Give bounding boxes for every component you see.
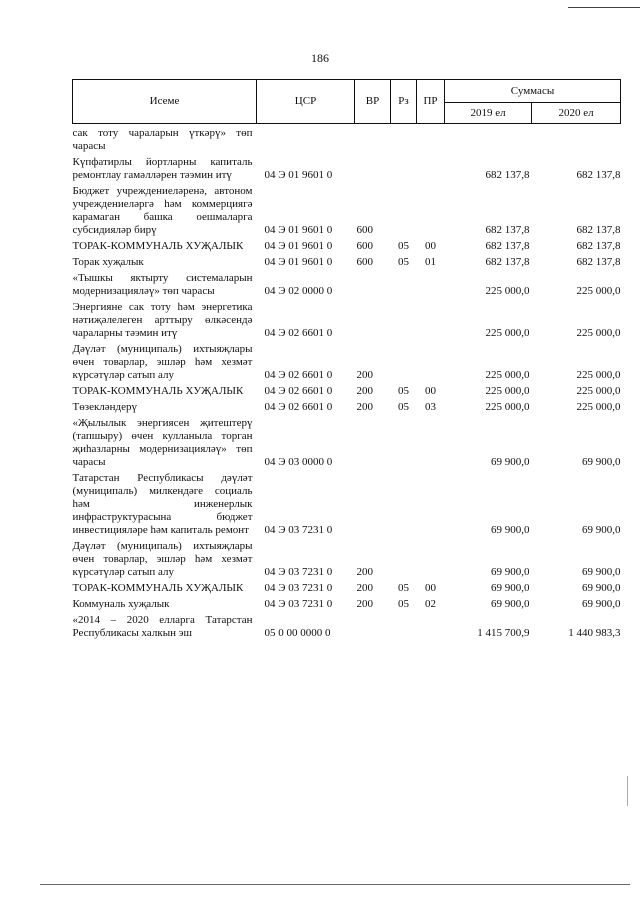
- row-csr-cell: 04 Э 03 7231 0: [264, 582, 333, 594]
- row-csr-cell: 05 0 00 0000 0: [264, 627, 331, 639]
- table-row: [73, 414, 621, 469]
- row-vr-cell: [355, 611, 391, 640]
- row-rz-cell: [391, 269, 417, 298]
- table-row: [73, 579, 621, 595]
- row-csr-cell: [257, 124, 355, 154]
- row-csr-cell: 04 Э 01 9601 0: [264, 169, 333, 181]
- row-pr-cell: 02: [425, 598, 436, 610]
- row-sum-2020-cell: 682 137,8: [576, 240, 621, 252]
- table-row: [73, 298, 621, 340]
- row-sum-2020-cell: [532, 124, 621, 154]
- budget-table: [72, 79, 621, 640]
- row-sum-2020-cell: 682 137,8: [576, 169, 621, 181]
- row-csr-cell: 04 Э 03 0000 0: [264, 456, 333, 468]
- row-csr-cell: 04 Э 02 6601 0: [264, 369, 333, 381]
- row-sum-2019-cell: 69 900,0: [491, 598, 530, 610]
- row-csr-cell: 04 Э 03 7231 0: [264, 566, 333, 578]
- row-rz-cell: [391, 469, 417, 537]
- table-header: [73, 80, 621, 124]
- row-sum-2019-cell: 225 000,0: [485, 401, 530, 413]
- row-rz-cell: 05: [398, 385, 409, 397]
- row-vr-cell: [355, 269, 391, 298]
- row-name-cell: Дәүләт (муниципаль) ихтыяҗлары өчен товарлар, эшләр һәм хезмәт күрсәтүләр сатып алу: [72, 343, 253, 381]
- row-pr-cell: [417, 182, 445, 237]
- row-sum-2020-cell: 69 900,0: [582, 566, 621, 578]
- row-pr-cell: 01: [425, 256, 436, 268]
- row-name-cell: Күпфатирлы йортларны капиталь ремонтлау гамәлләрен тәэмин итү: [72, 156, 253, 181]
- row-sum-2020-cell: 682 137,8: [576, 224, 621, 236]
- row-name-cell: ТОРАК-КОММУНАЛЬ ХУҖАЛЫК: [72, 582, 244, 594]
- row-vr-cell: [355, 414, 391, 469]
- row-vr-cell: 200: [356, 582, 373, 594]
- row-sum-2019-cell: 225 000,0: [485, 385, 530, 397]
- row-pr-cell: [417, 469, 445, 537]
- row-name-cell: Бюджет учреждениеләренә, автоном учреждениеләргә һәм коммерциягә карамаган башка оешмаларга субсидияләр бирү: [72, 185, 253, 236]
- row-rz-cell: 05: [398, 240, 409, 252]
- row-csr-cell: 04 Э 01 9601 0: [264, 224, 333, 236]
- row-rz-cell: 05: [398, 256, 409, 268]
- row-sum-2019-cell: 69 900,0: [491, 566, 530, 578]
- row-name-cell: Торак хуҗалык: [72, 256, 144, 268]
- table-row: [73, 340, 621, 382]
- header-year-2019: 2019 ел: [445, 103, 532, 124]
- row-vr-cell: 200: [356, 401, 373, 413]
- row-csr-cell: 04 Э 02 0000 0: [264, 285, 333, 297]
- row-vr-cell: [355, 469, 391, 537]
- row-sum-2020-cell: 1 440 983,3: [568, 627, 621, 639]
- row-name-cell: Дәүләт (муниципаль) ихтыяҗлары өчен товарлар, эшләр һәм хезмәт күрсәтүләр сатып алу: [72, 540, 253, 578]
- row-rz-cell: [391, 537, 417, 579]
- row-sum-2019-cell: 225 000,0: [485, 369, 530, 381]
- row-rz-cell: [391, 298, 417, 340]
- row-csr-cell: 04 Э 03 7231 0: [264, 598, 333, 610]
- row-vr-cell: 200: [356, 369, 373, 381]
- header-sums: Суммасы: [445, 80, 621, 103]
- row-sum-2019-cell: 69 900,0: [491, 524, 530, 536]
- row-sum-2019-cell: 682 137,8: [485, 224, 530, 236]
- row-sum-2020-cell: 682 137,8: [576, 256, 621, 268]
- row-rz-cell: [391, 124, 417, 154]
- row-vr-cell: [355, 124, 391, 154]
- row-sum-2020-cell: 69 900,0: [582, 582, 621, 594]
- row-vr-cell: 200: [356, 598, 373, 610]
- row-sum-2019-cell: 682 137,8: [485, 256, 530, 268]
- row-csr-cell: 04 Э 03 7231 0: [264, 524, 333, 536]
- bottom-edge-rule: [40, 884, 630, 885]
- row-csr-cell: 04 Э 01 9601 0: [264, 240, 333, 252]
- row-sum-2019-cell: 225 000,0: [485, 327, 530, 339]
- table-row: [73, 269, 621, 298]
- table-row: [73, 611, 621, 640]
- row-vr-cell: 200: [356, 566, 373, 578]
- row-sum-2019-cell: 682 137,8: [485, 169, 530, 181]
- row-vr-cell: [355, 298, 391, 340]
- row-vr-cell: 600: [356, 256, 373, 268]
- row-name-cell: сак тоту чараларын үткәрү» төп чарасы: [72, 127, 253, 152]
- row-sum-2020-cell: 225 000,0: [576, 385, 621, 397]
- table-row: [73, 182, 621, 237]
- table-row: [73, 595, 621, 611]
- header-csr: ЦСР: [257, 80, 355, 124]
- row-name-cell: Татарстан Республикасы дәүләт (муниципаль) милкендәге социаль һәм инженерлык инфраструктурасына бюджет инвестицияләре һәм капиталь ремонт: [72, 472, 253, 536]
- row-pr-cell: 03: [425, 401, 436, 413]
- scan-side-mark: [627, 776, 628, 806]
- row-sum-2020-cell: 69 900,0: [582, 456, 621, 468]
- table-row: [73, 382, 621, 398]
- table-row: [73, 237, 621, 253]
- row-rz-cell: [391, 611, 417, 640]
- row-rz-cell: 05: [398, 401, 409, 413]
- table-row: [73, 398, 621, 414]
- header-vr: ВР: [355, 80, 391, 124]
- row-pr-cell: [417, 414, 445, 469]
- row-pr-cell: 00: [425, 240, 436, 252]
- row-vr-cell: 200: [356, 385, 373, 397]
- row-vr-cell: [355, 153, 391, 182]
- row-rz-cell: [391, 414, 417, 469]
- row-pr-cell: [417, 537, 445, 579]
- row-sum-2019-cell: 225 000,0: [485, 285, 530, 297]
- row-name-cell: «Тышкы яктырту системаларын модернизацияләү» төп чарасы: [72, 272, 253, 297]
- table-body: [73, 124, 621, 641]
- row-pr-cell: [417, 124, 445, 154]
- row-pr-cell: [417, 298, 445, 340]
- row-name-cell: ТОРАК-КОММУНАЛЬ ХУҖАЛЫК: [72, 385, 244, 397]
- row-rz-cell: 05: [398, 582, 409, 594]
- row-rz-cell: [391, 340, 417, 382]
- table-row: [73, 153, 621, 182]
- row-csr-cell: 04 Э 01 9601 0: [264, 256, 333, 268]
- row-sum-2020-cell: 69 900,0: [582, 598, 621, 610]
- row-sum-2020-cell: 225 000,0: [576, 401, 621, 413]
- row-csr-cell: 04 Э 02 6601 0: [264, 401, 333, 413]
- row-sum-2019-cell: 69 900,0: [491, 456, 530, 468]
- table-row: [73, 537, 621, 579]
- top-edge-rule: [568, 7, 640, 8]
- row-name-cell: «Җылылык энергиясен җитештерү (тапшыру) өчен кулланыла торган җиһазларны модернизацияләү» төп чарасы: [72, 417, 253, 468]
- row-vr-cell: 600: [356, 240, 373, 252]
- row-name-cell: Төзекләндерү: [72, 401, 138, 413]
- row-sum-2019-cell: [445, 124, 532, 154]
- header-rz: Рз: [391, 80, 417, 124]
- table-row: [73, 469, 621, 537]
- row-sum-2019-cell: 1 415 700,9: [477, 627, 530, 639]
- row-sum-2020-cell: 69 900,0: [582, 524, 621, 536]
- row-csr-cell: 04 Э 02 6601 0: [264, 327, 333, 339]
- row-pr-cell: 00: [425, 385, 436, 397]
- table-row: [73, 253, 621, 269]
- header-name: Исеме: [73, 80, 257, 124]
- header-year-2020: 2020 ел: [532, 103, 621, 124]
- row-name-cell: Энергияне сак тоту һәм энергетика нәтиҗәлелеген арттыру өлкәсендә чараларны тәэмин итү: [72, 301, 253, 339]
- row-rz-cell: [391, 182, 417, 237]
- table-row: [73, 124, 621, 154]
- row-pr-cell: [417, 340, 445, 382]
- row-name-cell: ТОРАК-КОММУНАЛЬ ХУҖАЛЫК: [72, 240, 244, 252]
- row-sum-2019-cell: 69 900,0: [491, 582, 530, 594]
- row-rz-cell: [391, 153, 417, 182]
- page-number: 186: [311, 51, 329, 65]
- row-sum-2020-cell: 225 000,0: [576, 369, 621, 381]
- row-pr-cell: [417, 153, 445, 182]
- row-name-cell: Коммуналь хуҗалык: [72, 598, 170, 610]
- row-sum-2019-cell: 682 137,8: [485, 240, 530, 252]
- row-name-cell: «2014 – 2020 елларга Татарстан Республикасы халкын эш: [72, 614, 253, 639]
- row-pr-cell: [417, 611, 445, 640]
- row-pr-cell: [417, 269, 445, 298]
- row-pr-cell: 00: [425, 582, 436, 594]
- row-csr-cell: 04 Э 02 6601 0: [264, 385, 333, 397]
- row-sum-2020-cell: 225 000,0: [576, 285, 621, 297]
- row-sum-2020-cell: 225 000,0: [576, 327, 621, 339]
- header-pr: ПР: [417, 80, 445, 124]
- row-rz-cell: 05: [398, 598, 409, 610]
- row-vr-cell: 600: [356, 224, 373, 236]
